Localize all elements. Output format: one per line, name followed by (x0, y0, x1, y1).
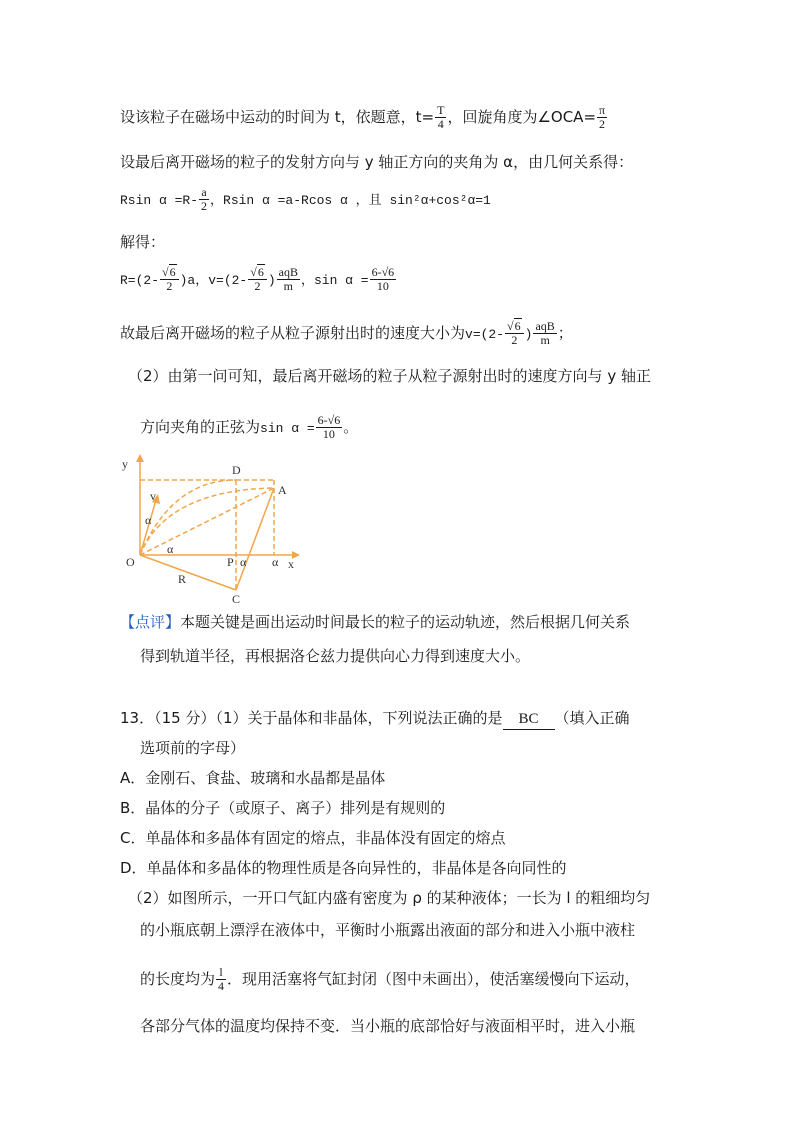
text-segment: 。 (343, 418, 359, 436)
denominator: 2 (597, 117, 607, 131)
fraction-l-over-4 (216, 966, 226, 993)
text-line-sine (140, 414, 358, 441)
denominator: 4 (435, 117, 446, 131)
velocity-vector (140, 500, 156, 555)
dashed-guides (140, 480, 274, 590)
fraction-sqrt6-over-2 (248, 266, 267, 293)
fraction-aqb-over-m (533, 320, 556, 347)
text-segment: 故最后离开磁场的粒子从粒子源射出时的速度大小为 (120, 324, 466, 342)
fraction-sin-alpha (370, 266, 397, 293)
equation-segment: ) (524, 327, 533, 342)
radius-ca (236, 488, 274, 590)
text-line-time (120, 104, 608, 131)
question-13-header-cont: 选项前的字母） (140, 739, 246, 757)
question-stem: 13．（15 分）（1）关于晶体和非晶体，下列说法正确的是 (120, 709, 503, 727)
radicand: 6 (514, 319, 521, 333)
denominator: 2 (505, 333, 524, 347)
radius-oc (140, 555, 236, 590)
label-alpha: α (145, 513, 152, 527)
equation-line-geometry (120, 186, 491, 213)
denominator: 2 (201, 199, 208, 213)
fraction-pi (597, 104, 607, 131)
text-segment: ； (557, 324, 573, 342)
text-solve: 解得： (120, 233, 166, 251)
label-c: C (232, 592, 241, 606)
numerator: 6-√6 (371, 265, 395, 279)
label-v: v (150, 489, 156, 503)
numerator: aqB (535, 319, 555, 333)
fraction-sqrt6-over-2 (160, 266, 179, 293)
text-part-2: （2）由第一问可知，最后离开磁场的粒子从粒子源射出时的速度方向与 y 轴正 (128, 367, 651, 385)
label-o: O (126, 555, 135, 569)
label-a: A (278, 483, 287, 497)
label-d: D (232, 463, 241, 477)
option-a: A．金刚石、食盐、玻璃和水晶都是晶体 (120, 769, 386, 787)
equation-segment: v=(2- (465, 327, 505, 342)
comment-text: 本题关键是画出运动时间最长的粒子的运动轨迹，然后根据几何关系 (180, 613, 631, 631)
numerator: aqB (278, 265, 298, 279)
numerator: π (599, 103, 606, 117)
question-13-part-2-line-4: 各部分气体的温度均保持不变．当小瓶的底部恰好与液面相平时，进入小瓶 (140, 1017, 636, 1035)
numerator: √6 (250, 265, 264, 279)
comment-line-1 (120, 612, 630, 632)
comment-tag: 【点评】 (120, 613, 181, 631)
label-p: P (227, 555, 234, 569)
question-stem: （填入正确 (554, 709, 630, 727)
numerator: 6-√6 (317, 413, 341, 427)
denominator: 10 (370, 279, 397, 293)
text-segment: ，回旋角度为∠OCA= (447, 108, 597, 126)
label-y: y (122, 457, 128, 471)
question-13-part-2-line-2: 的小瓶底朝上漂浮在液体中，平衡时小瓶露出液面的部分和进入小瓶中液柱 (140, 921, 636, 939)
equation-segment: )a，v=(2- (179, 273, 248, 288)
text-line-speed (120, 320, 573, 347)
equation-segment: ，Rsin α =a-Rcos α ，且 sin²α+cos²α=1 (210, 193, 491, 208)
denominator: 10 (316, 427, 343, 441)
label-r: R (178, 572, 187, 586)
denominator: 2 (248, 279, 267, 293)
equation-segment: ，sin α = (300, 273, 369, 288)
text-segment: 方向夹角的正弦为 (140, 418, 261, 436)
option-d: D．单晶体和多晶体的物理性质是各向异性的，非晶体是各向同性的 (120, 859, 567, 877)
radicand: 6 (169, 265, 176, 279)
numerator: T (437, 103, 445, 117)
question-13-part-2-line-3 (140, 966, 640, 993)
fraction-a-half (199, 186, 209, 213)
text-segment: 设该粒子在磁场中运动的时间为 t，依题意，t= (120, 108, 435, 126)
text-segment: 的长度均为 (140, 970, 216, 988)
answer-blank: BC (503, 709, 555, 730)
y-axis-arrow (136, 454, 144, 462)
equation-segment: sin α = (260, 421, 315, 436)
denominator: m (277, 279, 300, 293)
equation-segment: Rsin α =R- (120, 193, 199, 208)
fraction-aqb-over-m (277, 266, 300, 293)
denominator: m (533, 333, 556, 347)
numerator: √6 (162, 265, 176, 279)
radicand: 6 (257, 265, 264, 279)
numerator: l (219, 965, 223, 979)
numerator: √6 (507, 319, 521, 333)
fraction-sin-alpha (316, 414, 343, 441)
label-alpha: α (272, 555, 279, 569)
fraction-t (435, 104, 446, 131)
fraction-sqrt6-over-2 (505, 320, 524, 347)
comment-line-2: 得到轨道半径，再根据洛仑兹力提供向心力得到速度大小。 (140, 647, 531, 665)
label-alpha: α (240, 555, 247, 569)
numerator: a (201, 185, 207, 199)
denominator: 4 (218, 979, 225, 993)
equation-segment: R=(2- (120, 273, 160, 288)
denominator: 2 (160, 279, 179, 293)
equation-line-results (120, 266, 397, 293)
label-alpha: α (167, 542, 174, 556)
equation-segment: ) (267, 273, 276, 288)
option-c: C．单晶体和多晶体有固定的熔点，非晶体没有固定的熔点 (120, 829, 506, 847)
question-13-part-2-line-1: （2）如图所示，一开口气缸内盛有密度为 ρ 的某种液体；一长为 l 的粗细均匀 (128, 889, 651, 907)
text-segment: ．现用活塞将气缸封闭（图中未画出），使活塞缓慢向下运动， (227, 970, 640, 988)
option-b: B．晶体的分子（或原子、离子）排列是有规则的 (120, 799, 446, 817)
trajectory-diagram (112, 450, 302, 610)
text-line-angle: 设最后离开磁场的粒子的发射方向与 y 轴正方向的夹角为 α，由几何关系得： (120, 153, 634, 171)
label-x: x (288, 557, 294, 571)
question-13-header (120, 708, 630, 730)
